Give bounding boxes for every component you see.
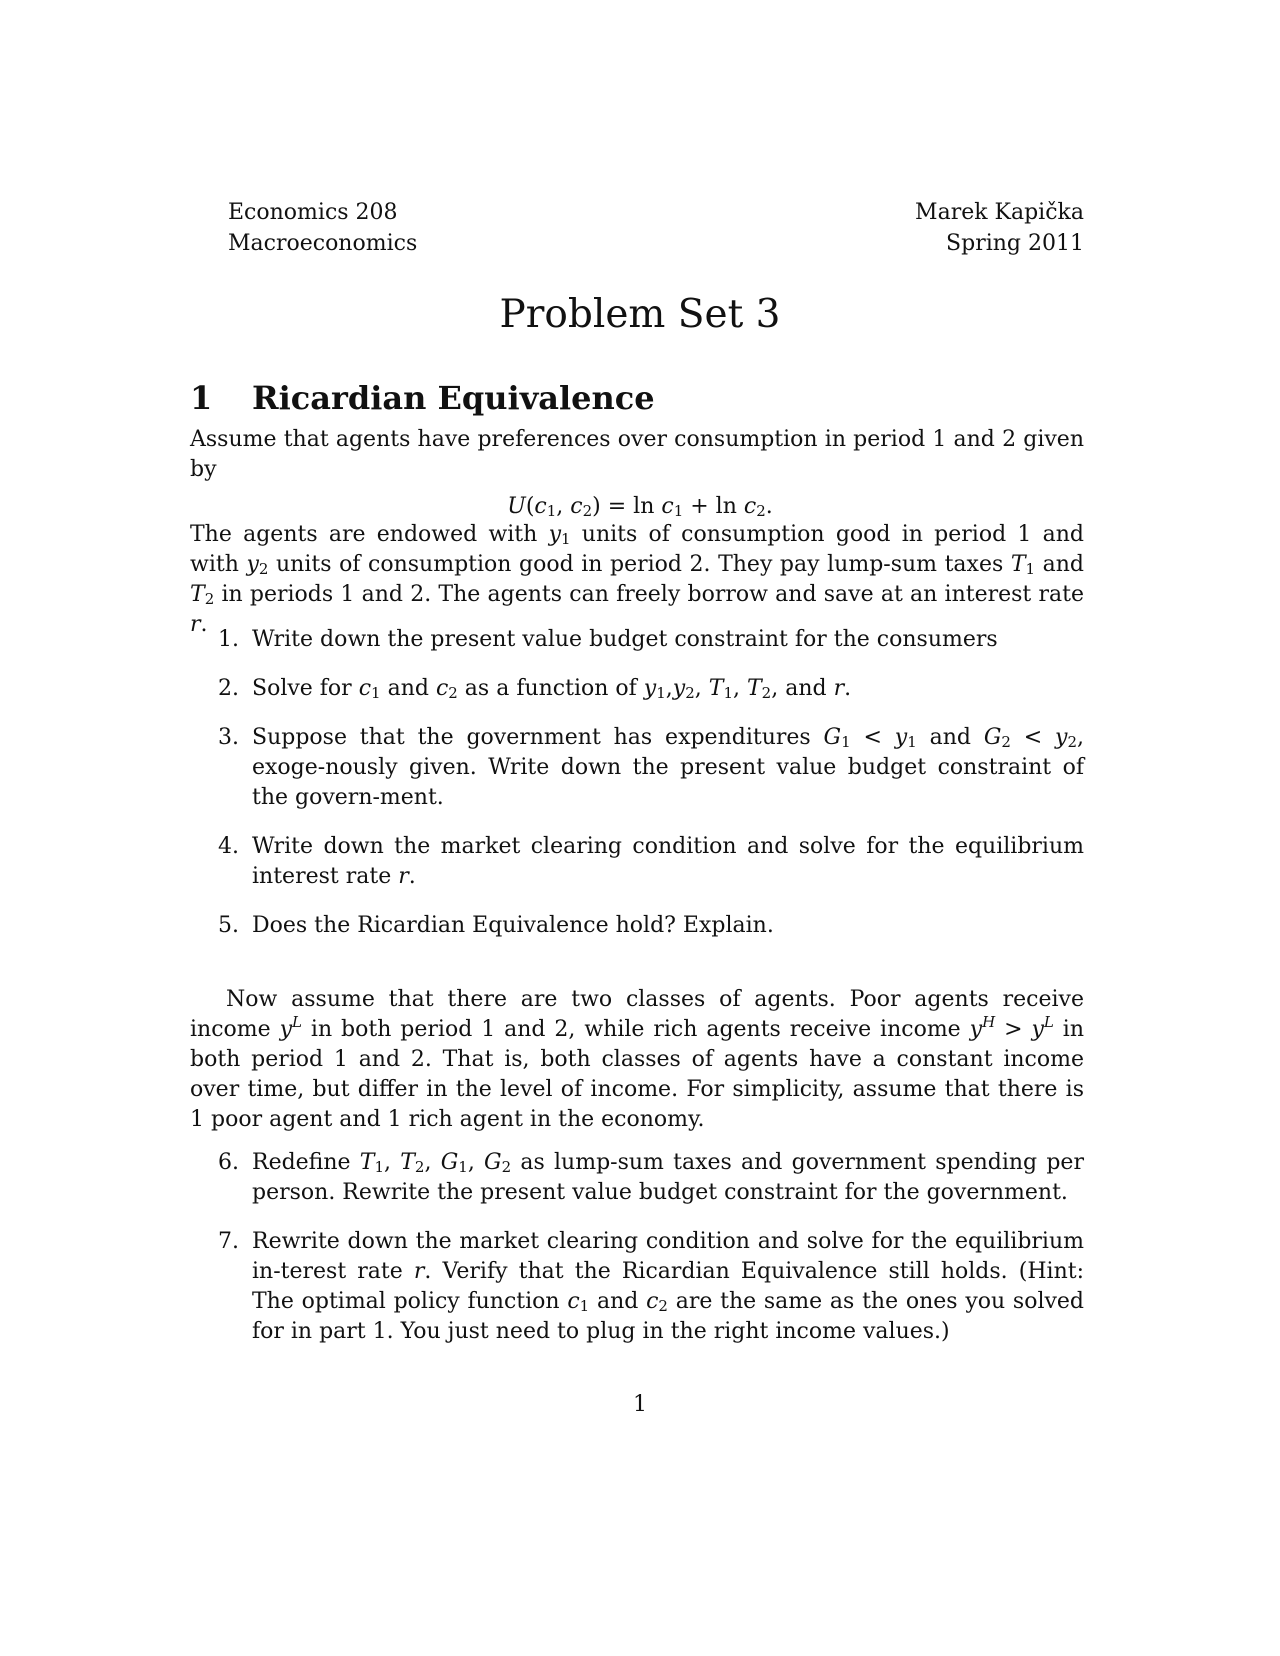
author-name: Marek Kapička [915,200,1084,225]
question-list-b [218,1148,1084,1366]
section-heading [190,376,655,420]
utility-equation: $U(c_1$, $c_2) = \ln c_1 + \ln c_2$. [507,494,773,520]
intro-paragraph: Assume that agents have preferences over consumption in period 1 and 2 given by [190,427,1084,482]
item-number: 2. [218,676,239,701]
item-number: 3. [218,725,239,750]
item-number: 7. [218,1229,239,1254]
author-info [915,197,1084,259]
two-classes-paragraph: Now assume that there are two classes of agents. Poor agents receive income $y^L$ in both period 1 and 2, while rich agents receive income $y^H > y^L$ in both period 1 and 2. That is, both classes of agents have a constant income over time, but differ in the level of income. For simplicity, assume that there is 1 poor agent and 1 rich agent in the economy. [190,987,1085,1132]
question-item: 3. Suppose that the government has expenditures $G_1 < y_1$ and $G_2 < y_2$, exoge-nously given. Write down the present value budget constraint of the govern-ment. [218,725,1085,810]
section-number: 1 [190,379,213,417]
item-number: 4. [218,834,239,859]
course-name: Economics 208 [228,200,398,225]
term: Spring 2011 [946,231,1084,256]
item-number: 5. [218,913,239,938]
document-title: Problem Set 3 [499,292,781,337]
endowment-paragraph: The agents are endowed with $y_1$ units of consumption good in period 1 and with $y_2$ units of consumption good in period 2. They pay lump-sum taxes $T_1$ and $T_2$ in periods 1 and 2. The agents can freely borrow and save at an interest rate r. [190,522,1084,637]
course-subject: Macroeconomics [228,231,418,256]
question-item: 5. Does the Ricardian Equivalence hold? Explain. [218,911,1084,941]
question-list-a [218,625,1084,960]
section-title: Ricardian Equivalence [252,379,655,417]
item-number: 6. [218,1150,239,1175]
course-info [228,197,417,259]
question-item: 1. Write down the present value budget constraint for the consumers [218,625,1084,655]
question-item: 4. Write down the market clearing condition and solve for the equilibrium interest rate r. [218,834,1084,889]
question-item: 2. Solve for $c_1$ and $c_2$ as a function of $y_1,y_2$, $T_1$, $T_2$, and r. [218,676,852,702]
item-number: 1. [218,627,239,652]
question-item: 7. Rewrite down the market clearing condition and solve for the equilibrium in-terest rate r. Verify that the Ricardian Equivalence still holds. (Hint: The optimal policy function $c_1$ and $c_2$ are the same as the ones you solved for in part 1. You just need to plug in the right income values.) [218,1229,1085,1344]
question-item: 6. Redefine $T_1$, $T_2$, $G_1$, $G_2$ as lump-sum taxes and government spending per person. Rewrite the present value budget constraint for the government. [218,1150,1084,1205]
page-number: 1 [633,1392,647,1417]
